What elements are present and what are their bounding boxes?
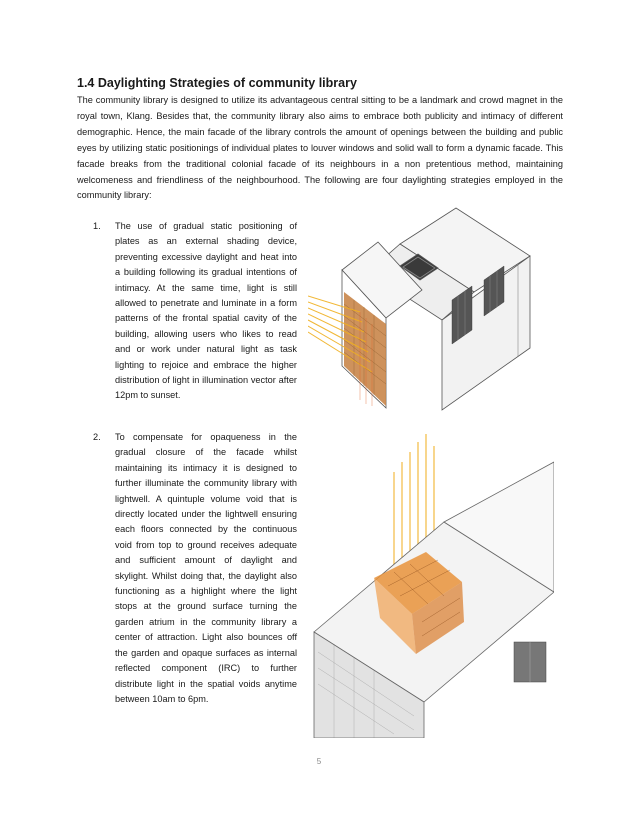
facade-shading-illustration: [308, 200, 544, 416]
strategy-item-1: [93, 219, 297, 404]
strategy-number: 2.: [93, 432, 101, 442]
strategy-item-2: [93, 430, 297, 707]
lightwell-void-illustration: [304, 432, 554, 738]
section-heading: 1.4 Daylighting Strategies of community library: [77, 76, 357, 90]
strategy-text: To compensate for opaqueness in the gradual closure of the facade whilst maintaining its intimacy it is designed to further illuminate the community library with lightwell. A quintuple volume void that is directly located under the lightwell ensuring each floors connected by the continuous void from top to ground receives adequate and sufficient amount of daylight and skylight. Whilst doing that, the daylight also functioning as a highlight where the light stops at the ground surface turning the garden atrium in the community library a center of attraction. Light also bounces off the garden and opaque surfaces as internal reflected component (IRC) to further distribute light in the spatial voids anytime between 10am to 6pm.: [115, 432, 297, 704]
strategy-text: The use of gradual static positioning of plates as an external shading device, preventing excessive daylight and heat into a building following its gradual intentions of intimacy. At the same time, light is still allowed to penetrate and luminate in a form patterns of the frontal spatial cavity of the building, allowing users who likes to read and or work under natural light as task lighting to rejoice and embrace the higher distribution of light in illumination vector after 12pm to sunset.: [115, 221, 297, 401]
strategy-number: 1.: [93, 221, 101, 231]
page-number: 5: [316, 757, 322, 766]
intro-paragraph: The community library is designed to utilize its advantageous central sitting to be a landmark and crowd magnet in the royal town, Klang. Besides that, the community library also aims to embrace both publicity and intimacy of different demographic. Hence, the main facade of the library controls the amount of openings between the building and public eyes by utilizing static positionings of individual plates to louver windows and solid wall to form a dynamic facade. This facade breaks from the traditional colonial facade of its neighbours in a non pretentious method, maintaining welcomeness and friendliness of the neighbourhood. The following are four daylighting strategies employed in the community library:: [77, 95, 563, 201]
